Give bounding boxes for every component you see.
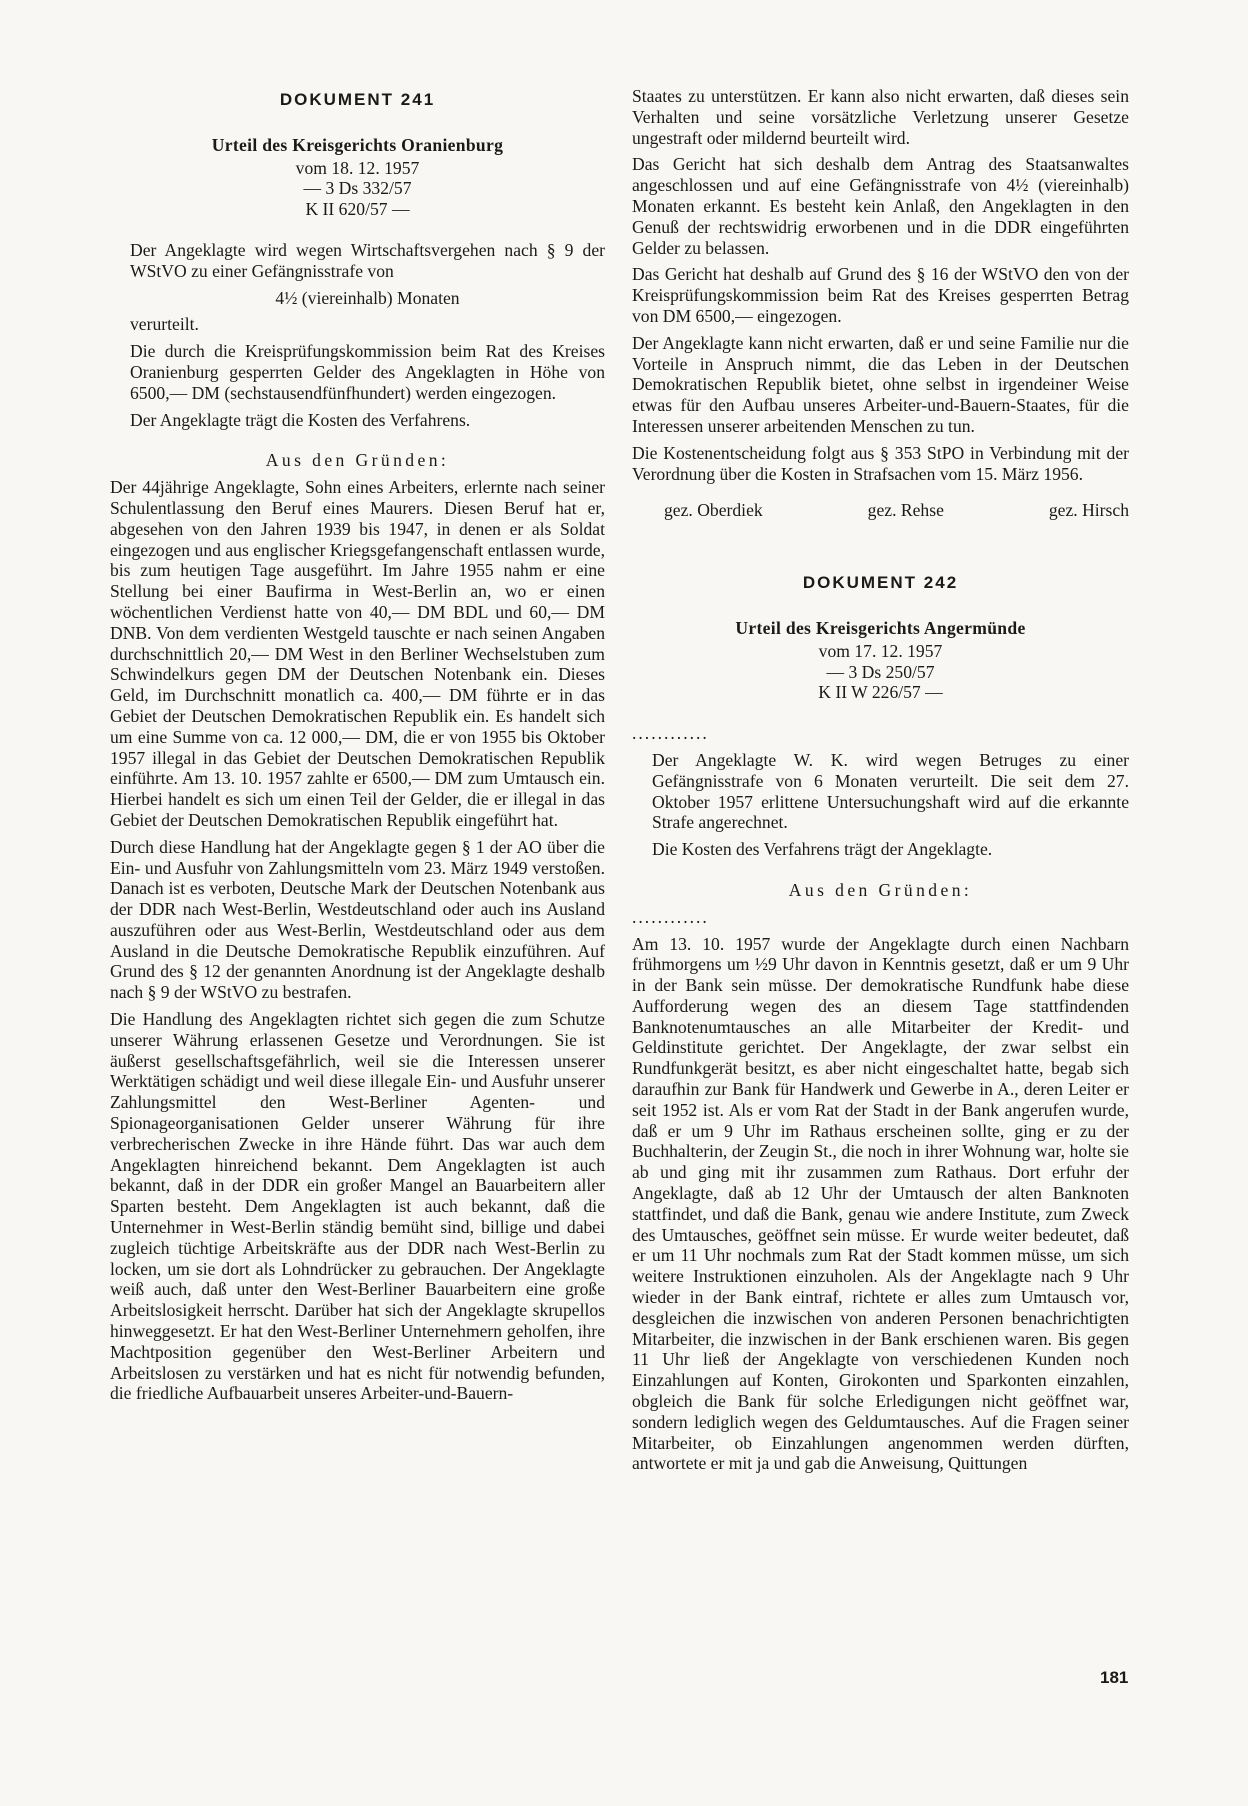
verdict-block: [632, 750, 1129, 860]
document-242-title: DOKUMENT 242: [802, 573, 959, 593]
case-reference: — 3 Ds 250/57: [826, 661, 935, 682]
verdict-paragraph: Der Angeklagte trägt die Kosten des Verfahrens.: [130, 409, 471, 430]
verdict-paragraph: verurteilt.: [130, 314, 199, 335]
reasons-paragraph: Das Gericht hat deshalb auf Grund des § 16 der WStVO den von der Kreisprüfungskommission beim Rat des Kreises gesperrten Betrag von DM 6500,— eingezogen.: [632, 264, 1129, 326]
court-name: Urteil des Kreisgerichts Angermünde: [735, 617, 1026, 638]
reasons-paragraph: Die Handlung des Angeklagten richtet sich gegen die zum Schutze unserer Währung erlassenen Gesetze und Verordnungen. Sie ist äußerst gesellschaftsgefährlich, weil sie die Interessen unserer Werktätigen schädigt und weil diese illegale Ein- und Ausfuhr unserer Zahlungsmittel den West-Berliner Agenten- und Spionageorganisationen Gelder unserer Währung für ihre verbrecherischen Zwecke in ihre Hände führt. Das war auch dem Angeklagten hinreichend bekannt. Dem Angeklagten ist auch bekannt, daß in der DDR ein großer Mangel an Bauarbeitern aller Sparten besteht. Dem Angeklagten ist auch bekannt, daß die Unternehmer in West-Berlin ständig bemüht sind, billige und dabei zugleich tüchtige Arbeitskräfte aus der DDR nach West-Berlin zu locken, um sie dort als Lohndrücker zu gebrauchen. Der Angeklagte weiß auch, daß unter den West-Berliner Bauarbeitern eine große Arbeitslosigkeit herrscht. Darüber hat sich der Angeklagte skrupellos hinweggesetzt. Er hat den West-Berliner Unternehmern geholfen, ihre Machtposition gegenüber den West-Berliner Arbeitern und Arbeitslosen zu verstärken und hat es nicht für notwendig befunden, die friedliche Aufbauarbeit unseres Arbeiter-und-Bauern-: [110, 1009, 605, 1404]
reasons-body: [110, 477, 605, 1404]
reasons-paragraph: Durch diese Handlung hat der Angeklagte gegen § 1 der AO über die Ein- und Ausfuhr von Zahlungsmitteln vom 23. März 1949 verstoßen. Danach ist es verboten, Deutsche Mark der Deutschen Notenbank aus der DDR nach West-Berlin, Westdeutschland oder auch ins Ausland auszuführen oder aus West-Berlin, Westdeutschland oder aus dem Ausland in die Deutsche Demokratische Republik einzuführen. Auf Grund des § 12 der genannten Anordnung ist der Angeklagte deshalb nach § 9 der WStVO zu bestrafen.: [110, 836, 605, 1003]
reasons-paragraph: Der 44jährige Angeklagte, Sohn eines Arbeiters, erlernte nach seiner Schulentlassung den Beruf eines Maurers. Diesen Beruf hat er, abgesehen von den Jahren 1939 bis 1947, in denen er als Soldat eingezogen und aus englischer Kriegsgefangenschaft entlassen wurde, bis zum heutigen Tage ausgeführt. Im Jahre 1955 nahm er eine Stellung bei einer Baufirma in West-Berlin an, wo er einen wöchentlichen Verdienst hatte von 40,— DM BDL und 60,— DM DNB. Von dem verdienten Westgeld tauschte er nach seinen Angaben durchschnittlich 20,— DM West in den Berliner Wechselstuben zum Schwindelkurs gegen DM der Deutschen Notenbank ein. Dieses Geld, im Durchschnitt monatlich ca. 400,— DM führte er in das Gebiet der Deutschen Demokratischen Republik ein. Es handelt sich um eine Summe von ca. 12 000,— DM, die er von 1955 bis Oktober 1957 illegal in das Gebiet der Deutschen Demokratischen Republik einführte. Am 13. 10. 1957 zahlte er 6500,— DM zum Umtausch ein. Hierbei handelt es sich um einen Teil der Gelder, die er illegal in das Gebiet der Deutschen Demokratischen Republik eingeführt hat.: [110, 477, 605, 830]
page-number: 181: [1100, 1668, 1129, 1687]
reasons-paragraph: Das Gericht hat sich deshalb dem Antrag des Staatsanwaltes angeschlossen und auf eine Gefängnisstrafe von 4½ (viereinhalb) Monaten erkannt. Es besteht kein Anlaß, den Angeklagten in den Genuß der rechtswidrig erworbenen und in die DDR eingeführten Gelder zu belassen.: [632, 154, 1129, 258]
reasons-paragraph: Am 13. 10. 1957 wurde der Angeklagte durch einen Nachbarn frühmorgens um ½9 Uhr davon in Kenntnis gesetzt, daß er um 9 Uhr in der Bank sein müsse. Der demokratische Rundfunk habe diese Aufforderung wegen des an diesem Tage stattfindenden Banknotenumtausches an alle Mitarbeiter der Kredit- und Geldinstitute gerichtet. Der Angeklagte, der zwar selbst ein Rundfunkgerät besitzt, es aber nicht eingeschaltet hatte, begab sich daraufhin zur Bank für Handwerk und Gewerbe in A., deren Leiter er seit 1952 ist. Als er vom Rat der Stadt in der Bank angerufen wurde, daß er um 9 Uhr im Rathaus erscheinen sollte, ging er zu der Buchhalterin, der Zeugin St., die noch in ihrer Wohnung war, holte sie ab und ging mit ihr zusammen zum Rathaus. Dort erfuhr der Angeklagte, daß ab 12 Uhr der Umtausch der alten Banknoten stattfindet, und daß die Bank, genau wie andere Institute, zum Zweck des Umtausches, geöffnet sein müsse. Er wurde weiter bedeutet, daß er um 11 Uhr nochmals zum Rat der Stadt kommen müsse, um sich weitere Instruktionen einzuholen. Als der Angeklagte nach 9 Uhr wieder in der Bank eintraf, richtete er alles zum Umtausch vor, desgleichen die inzwischen von anderen Personen benachrichtigten Mitarbeiter, die inzwischen in der Bank erschienen waren. Bis gegen 11 Uhr ließ der Angeklagte von verschiedenen Kunden noch Einzahlungen auf Konten, Girokonten und Sparkonten einzahlen, obgleich die Bank für solche Erledigungen nicht geöffnet war, sondern lediglich wegen des Geldumtausches. Auf die Fragen seiner Mitarbeiter, ob Einzahlungen angenommen werden dürften, antwortete er mit ja und gab die Anweisung, Quittungen: [632, 933, 1129, 1474]
reasons-heading: Aus den Gründen:: [788, 879, 973, 900]
right-column: [632, 86, 1129, 1480]
document-241-title: DOKUMENT 241: [279, 90, 436, 109]
verdict-paragraph: Der Angeklagte W. K. wird wegen Betruges zu einer Gefängnisstrafe von 6 Monaten verurteilt. Die seit dem 27. Oktober 1957 erlittene Untersuchungshaft wird auf die erkannte Strafe angerechnet.: [652, 749, 1129, 833]
verdict-paragraph: Der Angeklagte wird wegen Wirtschaftsvergehen nach § 9 der WStVO zu einer Gefängnisstrafe von: [130, 239, 605, 281]
verdict-date: vom 18. 12. 1957: [295, 157, 420, 178]
reasons-paragraph: Die Kostenentscheidung folgt aus § 353 StPO in Verbindung mit der Verordnung über die Kosten in Strafsachen vom 15. März 1956.: [632, 442, 1129, 484]
reasons-body-continued: [632, 86, 1129, 484]
omission-dots: ............: [632, 906, 709, 927]
document-241-header: [110, 135, 605, 220]
signatures: [632, 500, 1129, 521]
reasons-body: [632, 934, 1129, 1475]
reasons-paragraph: Der Angeklagte kann nicht erwarten, daß er und seine Familie nur die Vorteile in Anspruch nimmt, die das Leben in der Deutschen Demokratischen Republik bietet, ohne selbst in irgendeiner Weise etwas für den Aufbau unseres Arbeiter-und-Bauern-Staates, für die Interessen unserer arbeitenden Menschen zu tun.: [632, 332, 1129, 436]
reasons-paragraph: Staates zu unterstützen. Er kann also nicht erwarten, daß dieses sein Verhalten und seine vorsätzliche Verletzung unserer Gesetze ungestraft oder mildernd beurteilt wird.: [632, 86, 1129, 148]
signature: gez. Hirsch: [1048, 500, 1129, 521]
verdict-paragraph: Die durch die Kreisprüfungskommission beim Rat des Kreises Oranienburg gesperrten Gelder des Angeklagten in Höhe von 6500,— DM (sechstausendfünfhundert) werden eingezogen.: [130, 341, 605, 403]
case-reference: K II 620/57 —: [305, 199, 410, 220]
left-column: [110, 86, 605, 1410]
verdict-paragraph: Die Kosten des Verfahrens trägt der Angeklagte.: [652, 839, 993, 860]
case-reference: K II W 226/57 —: [818, 682, 943, 703]
document-242-header: [632, 618, 1129, 703]
verdict-date: vom 17. 12. 1957: [818, 640, 943, 661]
omission-dots: ............: [632, 723, 709, 744]
signature: gez. Oberdiek: [664, 500, 763, 521]
verdict-block: [110, 240, 605, 430]
court-name: Urteil des Kreisgerichts Oranienburg: [211, 134, 504, 155]
verdict-term: 4½ (viereinhalb) Monaten: [275, 287, 460, 308]
reasons-heading: Aus den Gründen:: [265, 450, 450, 471]
signature: gez. Rehse: [867, 500, 944, 521]
case-reference: — 3 Ds 332/57: [303, 178, 412, 199]
